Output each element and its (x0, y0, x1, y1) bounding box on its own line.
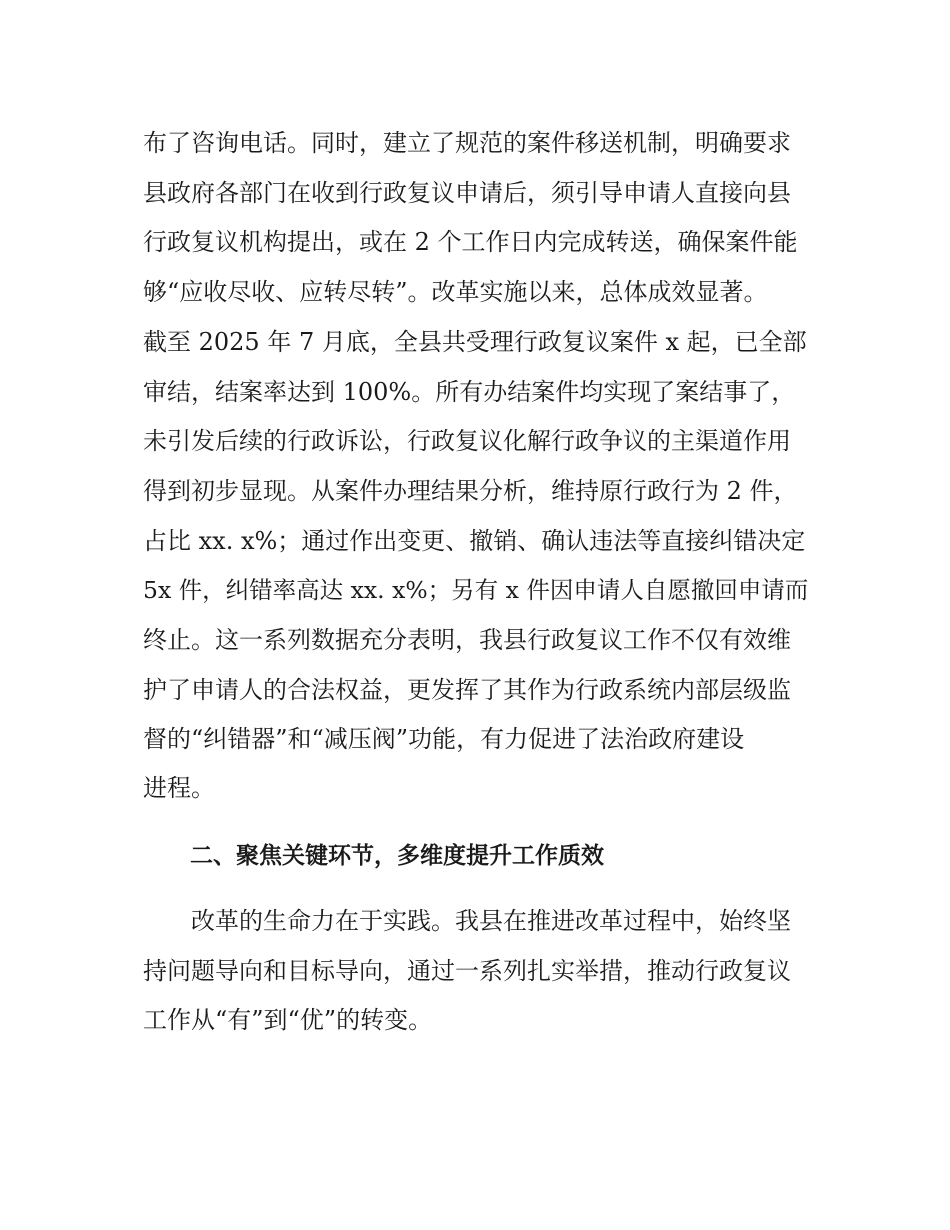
paragraph-line: 终止。这一系列数据充分表明，我县行政复议工作不仅有效维 (143, 626, 791, 654)
paragraph-line: 占比 xx. x%；通过作出变更、撤销、确认违法等直接纠错决定 (143, 527, 806, 555)
paragraph-line: 5x 件，纠错率高达 xx. x%；另有 x 件因申请人自愿撤回申请而 (143, 576, 809, 604)
paragraph-line: 县政府各部门在收到行政复议申请后，须引导申请人直接向县 (143, 179, 791, 207)
paragraph-line: 护了申请人的合法权益，更发挥了其作为行政系统内部层级监 (143, 676, 791, 704)
paragraph-line: 行政复议机构提出，或在 2 个工作日内完成转送，确保案件能 (143, 228, 798, 256)
paragraph-line: 进程。 (143, 774, 215, 802)
paragraph-line: 得到初步显现。从案件办理结果分析，维持原行政行为 2 件， (143, 477, 798, 505)
paragraph-line: 审结，结案率达到 100%。所有办结案件均实现了案结事了， (143, 378, 796, 406)
paragraph-line: 截至 2025 年 7 月底，全县共受理行政复议案件 x 起，已全部 (143, 328, 807, 356)
paragraph-line: 督的“纠错器”和“减压阀”功能，有力促进了法治政府建设 (143, 725, 745, 753)
paragraph-line: 够“应收尽收、应转尽转”。改革实施以来，总体成效显著。 (143, 278, 768, 306)
paragraph-line: 布了咨询电话。同时，建立了规范的案件移送机制，明确要求 (143, 129, 791, 157)
paragraph-line: 持问题导向和目标导向，通过一系列扎实举措，推动行政复议 (143, 957, 791, 985)
paragraph-line: 未引发后续的行政诉讼，行政复议化解行政争议的主渠道作用 (143, 427, 791, 455)
paragraph-line: 改革的生命力在于实践。我县在推进改革过程中，始终坚 (191, 907, 791, 935)
paragraph-line: 工作从“有”到“优”的转变。 (143, 1006, 433, 1034)
section-heading: 二、聚焦关键环节，多维度提升工作质效 (190, 843, 604, 869)
